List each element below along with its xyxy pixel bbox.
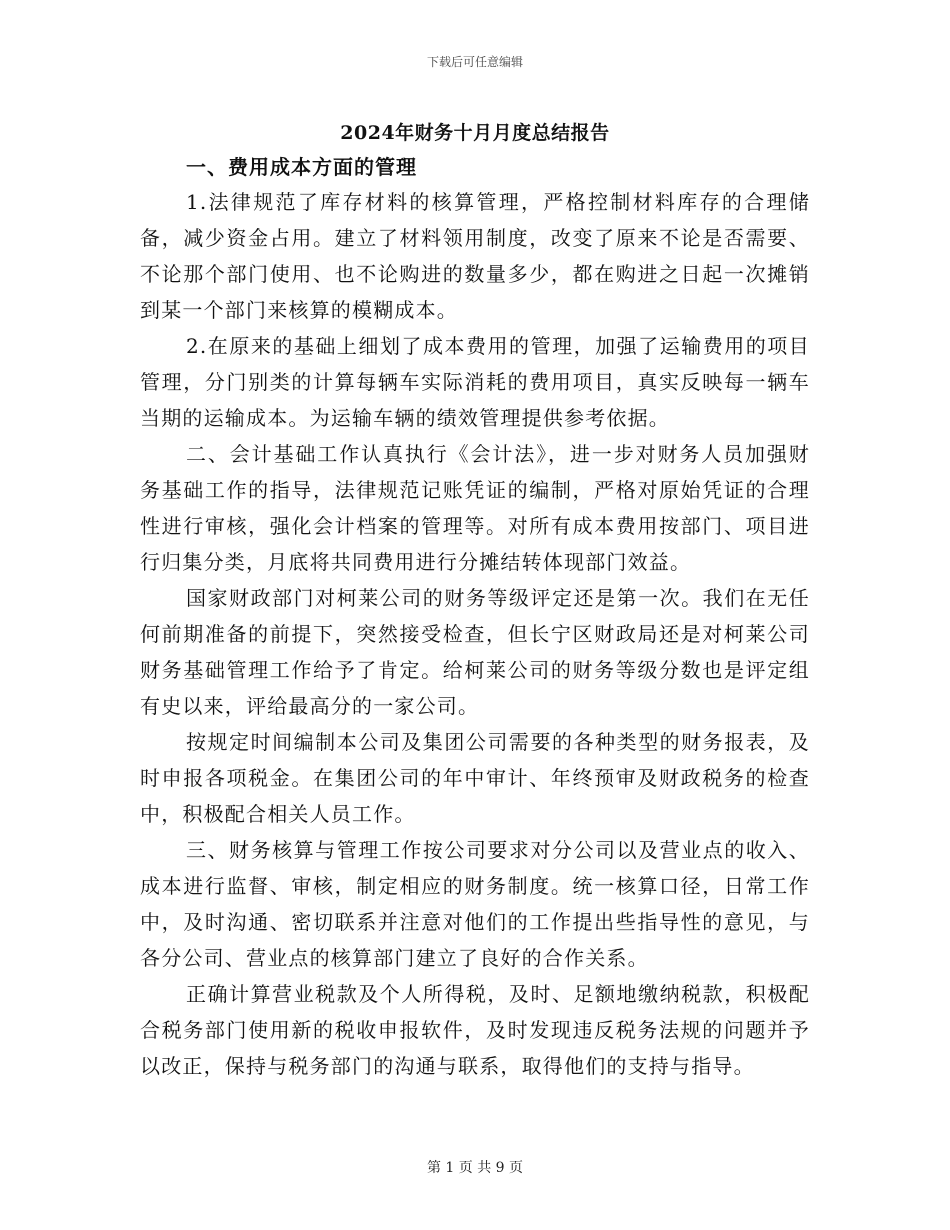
document-title: 2024年财务十月月度总结报告	[340, 122, 610, 144]
paragraph-cost-management: 2.在原来的基础上细划了成本费用的管理，加强了运输费用的项目管理，分门别类的计算每辆车实际消耗的费用项目，真实反映每一辆车当期的运输成本。为运输车辆的绩效管理提供参考依据。	[140, 334, 810, 430]
paragraph-branch-accounting: 三、财务核算与管理工作按公司要求对分公司以及营业点的收入、成本进行监督、审核，制定相应的财务制度。统一核算口径，日常工作中，及时沟通、密切联系并注意对他们的工作提出些指导性的意见，与各分公司、营业点的核算部门建立了良好的合作关系。	[140, 838, 810, 970]
section-heading: 一、费用成本方面的管理	[186, 155, 417, 179]
paragraph-financial-reports: 按规定时间编制本公司及集团公司需要的各种类型的财务报表，及时申报各项税金。在集团公司的年中审计、年终预审及财政税务的检查中，积极配合相关人员工作。	[140, 730, 810, 826]
page-header-note: 下载后可任意编辑	[426, 55, 523, 69]
paragraph-tax-payment: 正确计算营业税款及个人所得税，及时、足额地缴纳税款，积极配合税务部门使用新的税收申报软件，及时发现违反税务法规的问题并予以改正，保持与税务部门的沟通与联系，取得他们的支持与指导。	[140, 982, 810, 1078]
page-number: 第 1 页 共 9 页	[426, 1160, 524, 1176]
document-body	[140, 184, 810, 1084]
paragraph-material-inventory: 1.法律规范了库存材料的核算管理，严格控制材料库存的合理储备，减少资金占用。建立了材料领用制度，改变了原来不论是否需要、不论那个部门使用、也不论购进的数量多少，都在购进之日起一次摊销到某一个部门来核算的模糊成本。	[140, 190, 810, 322]
paragraph-finance-rating: 国家财政部门对柯莱公司的财务等级评定还是第一次。我们在无任何前期准备的前提下，突然接受检查，但长宁区财政局还是对柯莱公司财务基础管理工作给予了肯定。给柯莱公司的财务等级分数也是评定组有史以来，评给最高分的一家公司。	[140, 586, 810, 718]
paragraph-accounting-basics: 二、会计基础工作认真执行《会计法》，进一步对财务人员加强财务基础工作的指导，法律规范记账凭证的编制，严格对原始凭证的合理性进行审核，强化会计档案的管理等。对所有成本费用按部门、项目进行归集分类，月底将共同费用进行分摊结转体现部门效益。	[140, 442, 810, 574]
